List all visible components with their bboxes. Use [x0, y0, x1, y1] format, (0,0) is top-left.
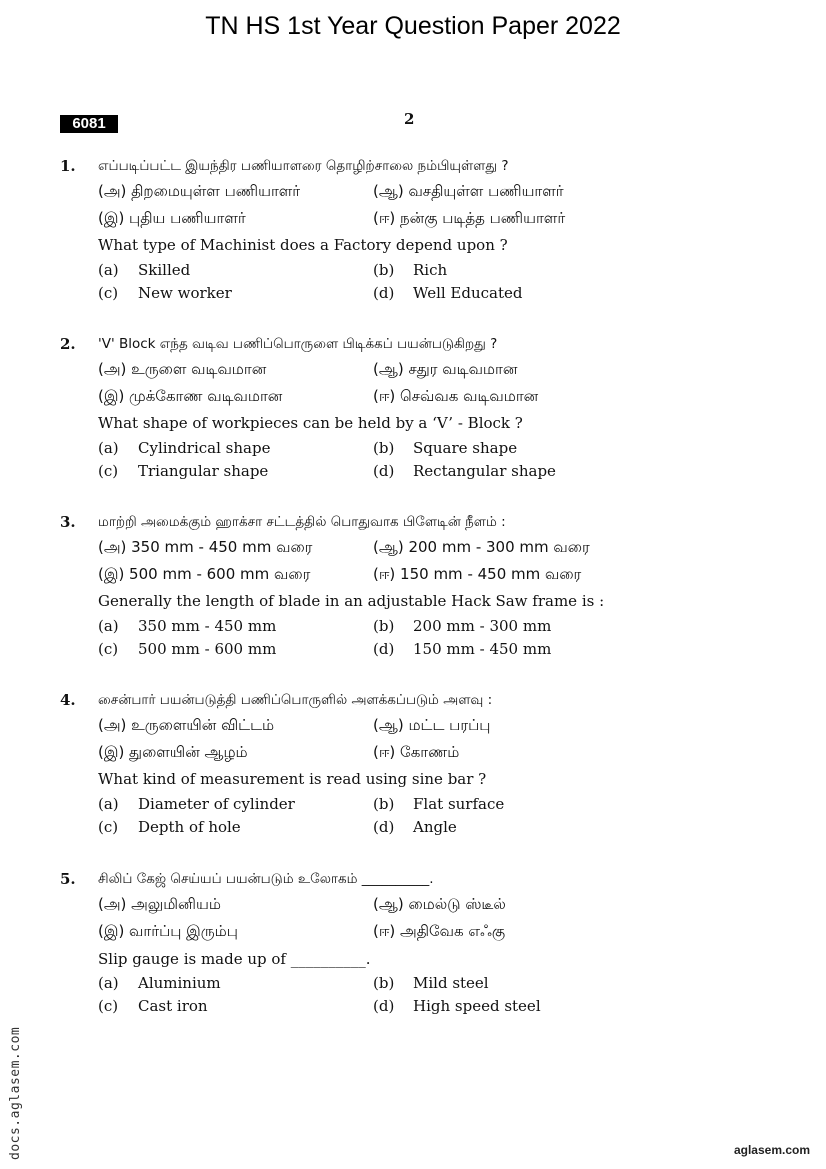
tamil-option: (இ) துளையின் ஆழம் [98, 743, 248, 761]
option-text: 500 mm - 600 mm [138, 640, 277, 658]
option-label: (c) [98, 640, 119, 658]
option-c [98, 818, 241, 836]
question-tamil: சைன்பார் பயன்படுத்தி பணிப்பொருளில் அளக்கப்படும் அளவு : [98, 692, 493, 708]
option-c [98, 284, 232, 302]
option-label: (c) [98, 818, 119, 836]
option-d [373, 462, 556, 480]
option-label: (b) [373, 261, 395, 279]
option-a [98, 617, 276, 635]
option-b [373, 261, 447, 279]
tamil-option: (இ) வார்ப்பு இரும்பு [98, 922, 238, 940]
option-label: (a) [98, 261, 119, 279]
option-c [98, 997, 208, 1015]
option-text: New worker [138, 284, 232, 302]
option-label: (d) [373, 640, 395, 658]
question-english: What kind of measurement is read using sine bar ? [98, 770, 487, 788]
tamil-option: (ஈ) அதிவேக எஃகு [373, 922, 506, 940]
option-label: (d) [373, 818, 395, 836]
option-b [373, 439, 517, 457]
option-text: Angle [413, 818, 457, 836]
option-c [98, 462, 268, 480]
option-b [373, 974, 489, 992]
option-label: (d) [373, 462, 395, 480]
option-label: (c) [98, 462, 119, 480]
option-text: 200 mm - 300 mm [413, 617, 552, 635]
question-english: Slip gauge is made up of __________. [98, 950, 371, 968]
option-label: (b) [373, 617, 395, 635]
side-watermark: docs.aglasem.com [8, 1026, 23, 1160]
page-number: 2 [404, 110, 415, 128]
tamil-option: (அ) 350 mm - 450 mm வரை [98, 538, 313, 556]
option-text: Mild steel [413, 974, 489, 992]
option-text: Rich [413, 261, 448, 279]
option-text: Flat surface [413, 795, 505, 813]
question-number: 3. [60, 513, 76, 531]
option-text: Aluminium [138, 974, 221, 992]
page-title: TN HS 1st Year Question Paper 2022 [205, 12, 621, 40]
tamil-option: (அ) அலுமினியம் [98, 895, 221, 913]
question-tamil: மாற்றி அமைக்கும் ஹாக்சா சட்டத்தில் பொதுவாக பிளேடின் நீளம் : [98, 514, 506, 530]
tamil-option: (இ) புதிய பணியாளர் [98, 209, 246, 227]
option-text: Cylindrical shape [138, 439, 271, 457]
option-label: (b) [373, 974, 395, 992]
option-label: (a) [98, 617, 119, 635]
option-text: Diameter of cylinder [138, 795, 295, 813]
question-tamil: எப்படிப்பட்ட இயந்திர பணியாளரை தொழிற்சாலை நம்பியுள்ளது ? [98, 158, 509, 174]
option-text: Skilled [138, 261, 191, 279]
tamil-option: (அ) உருளை வடிவமான [98, 360, 267, 378]
tamil-option: (ஆ) சதுர வடிவமான [373, 360, 518, 378]
tamil-option: (ஈ) செவ்வக வடிவமான [373, 387, 539, 405]
tamil-option: (அ) திறமையுள்ள பணியாளர் [98, 182, 301, 200]
footer-site-link[interactable]: aglasem.com [733, 1143, 810, 1157]
option-text: Depth of hole [138, 818, 241, 836]
question-english: What type of Machinist does a Factory depend upon ? [98, 236, 508, 254]
tamil-option: (இ) 500 mm - 600 mm வரை [98, 565, 311, 583]
question-number: 2. [60, 335, 76, 353]
option-a [98, 261, 190, 279]
tamil-option: (ஆ) மட்ட பரப்பு [373, 716, 491, 734]
tamil-option: (அ) உருளையின் விட்டம் [98, 716, 275, 734]
option-d [373, 818, 457, 836]
tamil-option: (ஈ) நன்கு படித்த பணியாளர் [373, 209, 566, 227]
option-label: (d) [373, 284, 395, 302]
question-tamil: 'V' Block எந்த வடிவ பணிப்பொருளை பிடிக்கப் பயன்படுகிறது ? [98, 336, 498, 352]
option-text: Rectangular shape [413, 462, 556, 480]
tamil-option: (இ) முக்கோண வடிவமான [98, 387, 283, 405]
option-b [373, 795, 504, 813]
option-label: (c) [98, 284, 119, 302]
tamil-option: (ஆ) மைல்டு ஸ்டீல் [373, 895, 506, 913]
option-d [373, 284, 523, 302]
option-text: Well Educated [413, 284, 523, 302]
option-label: (a) [98, 974, 119, 992]
option-label: (a) [98, 795, 119, 813]
tamil-option: (ஈ) கோணம் [373, 743, 460, 761]
option-text: Square shape [413, 439, 518, 457]
option-d [373, 997, 541, 1015]
option-text: 150 mm - 450 mm [413, 640, 552, 658]
option-text: 350 mm - 450 mm [138, 617, 277, 635]
option-text: High speed steel [413, 997, 541, 1015]
option-label: (b) [373, 795, 395, 813]
option-c [98, 640, 276, 658]
question-english: What shape of workpieces can be held by a ‘V’ - Block ? [98, 414, 523, 432]
tamil-option: (ஆ) வசதியுள்ள பணியாளர் [373, 182, 564, 200]
option-text: Triangular shape [138, 462, 269, 480]
option-text: Cast iron [138, 997, 208, 1015]
option-label: (b) [373, 439, 395, 457]
paper-code-badge: 6081 [60, 115, 118, 133]
tamil-option: (ஈ) 150 mm - 450 mm வரை [373, 565, 582, 583]
question-number: 5. [60, 870, 76, 888]
question-number: 1. [60, 157, 76, 175]
option-d [373, 640, 551, 658]
tamil-option: (ஆ) 200 mm - 300 mm வரை [373, 538, 590, 556]
option-label: (d) [373, 997, 395, 1015]
option-b [373, 617, 551, 635]
option-a [98, 439, 270, 457]
option-a [98, 974, 221, 992]
option-a [98, 795, 295, 813]
option-label: (c) [98, 997, 119, 1015]
question-number: 4. [60, 691, 76, 709]
option-label: (a) [98, 439, 119, 457]
question-tamil: சிலிப் கேஜ் செய்யப் பயன்படும் உலோகம் __________. [98, 871, 434, 887]
question-english: Generally the length of blade in an adjustable Hack Saw frame is : [98, 592, 605, 610]
